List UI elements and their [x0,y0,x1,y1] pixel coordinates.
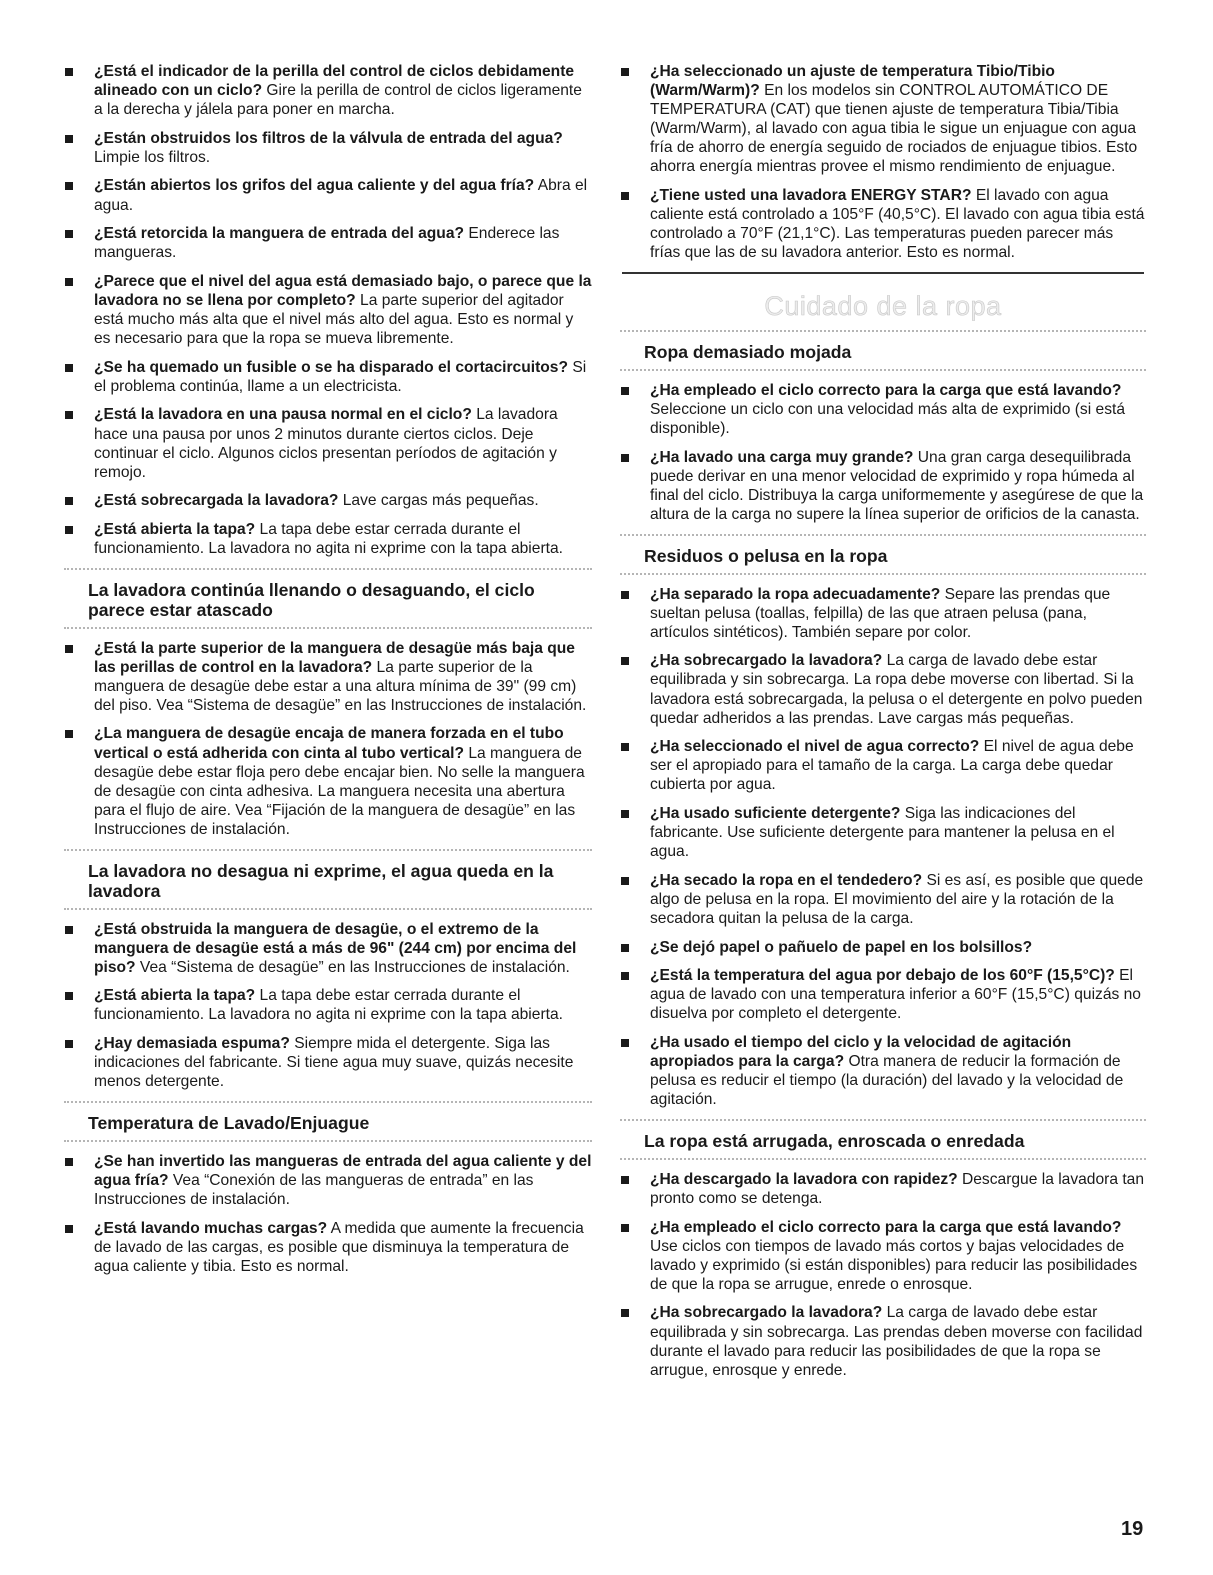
item-question: ¿Ha secado la ropa en el tendedero? [650,871,923,889]
square-bullet-icon [65,645,73,653]
troubleshooting-item [64,1034,592,1091]
item-question: ¿Ha lavado una carga muy grande? [650,448,914,466]
section-header [64,1101,592,1142]
item-answer: La parte superior del agitador está mucho más alta que el nivel más alto del agua. Esto es normal y es necesario para que la ropa se mueva libremente. [94,291,574,348]
item-answer: Lave cargas más pequeñas. [338,492,539,510]
troubleshooting-item [64,358,592,396]
troubleshooting-item [620,871,1146,928]
square-bullet-icon [621,387,629,395]
section-header [620,534,1146,575]
item-answer: Gire la perilla de control de ciclos ligeramente a la derecha y jálela para poner en marcha. [94,82,582,119]
square-bullet-icon [65,730,73,738]
troubleshooting-item [64,491,592,510]
troubleshooting-item [64,129,592,167]
item-question: ¿Está sobrecargada la lavadora? [94,492,339,510]
item-question: ¿Ha usado suficiente detergente? [650,805,901,823]
square-bullet-icon [65,364,73,372]
square-bullet-icon [621,192,629,200]
item-question: ¿Está lavando muchas cargas? [94,1219,328,1237]
troubleshooting-item [620,1170,1146,1208]
square-bullet-icon [621,944,629,952]
item-answer: La lavadora hace una pausa por unos 2 minutos durante ciertos ciclos. Deje continuar el ciclo. Algunos ciclos presentan períodos de agitación y remojo. [94,406,558,481]
square-bullet-icon [65,1225,73,1233]
item-question: ¿Está el indicador de la perilla del control de ciclos debidamente alineado con un ciclo? [94,63,575,100]
item-question: ¿Se han invertido las mangueras de entrada del agua caliente y del agua fría? [94,1152,592,1189]
troubleshooting-item [620,938,1146,957]
troubleshooting-item [64,520,592,558]
troubleshooting-item [64,724,592,839]
square-bullet-icon [621,810,629,818]
square-bullet-icon [65,1040,73,1048]
item-answer: En los modelos sin CONTROL AUTOMÁTICO DE TEMPERATURA (CAT) que tienen ajuste de temperatura Tibia/Tibia (Warm/Warm), al lavado con agua tibia le sigue un enjuague con agua fría de ahorro de energía seguido de rociados de enjuague tibios. Esto ahorra energía mientras provee el mismo rendimiento de enjuague. [650,82,1138,176]
item-question: ¿Ha usado el tiempo del ciclo y la velocidad de agitación apropiados para la carga? [650,1033,1072,1071]
heading-divider [622,272,1144,274]
item-question: ¿Está la parte superior de la manguera de desagüe más baja que las perillas de control en la lavadora? [94,639,575,676]
square-bullet-icon [621,972,629,980]
item-question: ¿Hay demasiada espuma? [94,1034,290,1052]
section-title: Ropa demasiado mojada [644,341,852,362]
troubleshooting-item [620,381,1146,438]
square-bullet-icon [65,68,73,76]
item-question: ¿Ha empleado el ciclo correcto para la carga que está lavando? [650,1218,1122,1236]
dotted-rule [64,908,592,910]
square-bullet-icon [65,411,73,419]
troubleshooting-item [620,585,1146,642]
item-answer: A medida que aumente la frecuencia de lavado de las cargas, es posible que disminuya la temperatura de agua caliente y tibia. Esto es normal. [94,1219,584,1275]
dotted-rule [64,1140,592,1142]
square-bullet-icon [621,657,629,665]
troubleshooting-item [620,448,1146,524]
dotted-rule [620,1158,1146,1160]
item-answer: Vea “Conexión de las mangueras de entrada” en las Instrucciones de instalación. [94,1171,534,1208]
item-question: ¿Está la temperatura del agua por debajo de los 60°F (15,5°C)? [650,967,1115,985]
right-column [620,62,1146,1389]
square-bullet-icon [65,1158,73,1166]
item-answer: Si el problema continúa, llame a un electricista. [94,358,587,395]
item-answer: Seleccione un ciclo con una velocidad más alta de exprimido (si está disponible). [650,401,1126,438]
item-question: ¿Ha separado la ropa adecuadamente? [650,585,941,603]
item-question: ¿Ha sobrecargado la lavadora? [650,652,883,670]
square-bullet-icon [621,1176,629,1184]
item-answer: La tapa debe estar cerrada durante el funcionamiento. La lavadora no agita ni exprime con la tapa abierta. [94,987,563,1024]
square-bullet-icon [621,1039,629,1047]
dotted-rule [620,369,1146,371]
square-bullet-icon [65,992,73,1000]
item-answer: El agua de lavado con una temperatura inferior a 60°F (15,5°C) quizás no disuelva por completo el detergente. [650,967,1141,1023]
item-question: ¿Están obstruidos los filtros de la válvula de entrada del agua? [94,129,563,147]
item-question: ¿Se ha quemado un fusible o se ha disparado el cortacircuitos? [94,358,568,376]
troubleshooting-item [64,224,592,262]
item-question: ¿Ha seleccionado un ajuste de temperatura Tibio/Tibio (Warm/Warm)? [650,63,1055,100]
item-answer: Una gran carga desequilibrada puede derivar en una menor velocidad de exprimido y ropa húmeda al final del ciclo. Distribuya la carga uniformemente y asegúrese de que la altura de la carga no supere la línea superior de orificios de la canasta. [650,448,1144,523]
square-bullet-icon [621,454,629,462]
square-bullet-icon [621,591,629,599]
square-bullet-icon [621,68,629,76]
square-bullet-icon [65,230,73,238]
troubleshooting-item [620,737,1146,794]
item-question: ¿Está obstruida la manguera de desagüe, o el extremo de la manguera de desagüe está a más de 96" (244 cm) por encima del piso? [94,920,577,976]
section-title: La ropa está arrugada, enroscada o enredada [644,1130,1025,1151]
item-answer: El lavado con agua caliente está controlado a 105°F (40,5°C). El lavado con agua tibia está controlado a 70°F (21,1°C). Las temperaturas pueden parecer más frías que las de su lavadora anterior. Esto es normal. [650,187,1145,262]
square-bullet-icon [65,497,73,505]
item-answer: La parte superior de la manguera de desagüe debe estar a una altura mínima de 39" (99 cm) del piso. Vea “Sistema de desagüe” en las Instrucciones de instalación. [94,658,587,714]
troubleshooting-item [64,272,592,348]
chapter-heading: Cuidado de la ropa [764,290,1002,321]
item-answer: Vea “Sistema de desagüe” en las Instrucciones de instalación. [135,958,570,976]
section-header [64,568,592,629]
troubleshooting-item [620,1303,1146,1379]
square-bullet-icon [65,182,73,190]
troubleshooting-item [64,176,592,214]
troubleshooting-item [64,405,592,481]
item-answer: La carga de lavado debe estar equilibrada y sin sobrecarga. La ropa debe moverse con libertad. Si la lavadora está sobrecargada, la pelusa o el detergente en polvo pueden quedar adheridos a las prendas. Lave cargas más pequeñas. [650,652,1143,727]
item-question: ¿Parece que el nivel del agua está demasiado bajo, o parece que la lavadora no se llena por completo? [94,272,592,309]
troubleshooting-item [620,62,1146,177]
troubleshooting-item [620,804,1146,861]
square-bullet-icon [621,743,629,751]
section-title: La lavadora continúa llenando o desaguando, el ciclo parece estar atascado [88,579,535,620]
troubleshooting-item [620,651,1146,727]
troubleshooting-item [64,1219,592,1276]
page-number: 19 [1121,1518,1144,1540]
troubleshooting-item [620,1033,1146,1109]
item-question: ¿Está la lavadora en una pausa normal en el ciclo? [94,406,472,424]
item-answer: La manguera de desagüe debe estar floja pero debe encajar bien. No selle la manguera de desagüe con cinta adhesiva. La manguera necesita una abertura para el flujo de aire. Vea “Fijación de la manguera de desagüe” en las Instrucciones de instalación. [94,744,585,838]
section-header [64,849,592,910]
item-answer: Use ciclos con tiempos de lavado más cortos y bajas velocidades de lavado y exprimido (si están disponibles) para reducir las posibilidades de que la ropa se arrugue, enrede o enrosque. [650,1237,1138,1293]
item-answer: Si es así, es posible que quede algo de pelusa en la ropa. El movimiento del aire y la rotación de la secadora quitan la pelusa de la carga. [650,871,1144,927]
section-title: Residuos o pelusa en la ropa [644,545,888,566]
item-answer: El nivel de agua debe ser el apropiado para el tamaño de la carga. La carga debe quedar cubierta por agua. [650,738,1134,794]
troubleshooting-item [64,639,592,715]
item-answer: Limpie los filtros. [94,148,211,166]
item-question: ¿Ha sobrecargado la lavadora? [650,1304,883,1322]
item-question: ¿Están abiertos los grifos del agua caliente y del agua fría? [94,177,535,195]
item-question: ¿Ha descargado la lavadora con rapidez? [650,1170,958,1188]
section-title: Temperatura de Lavado/Enjuague [88,1112,370,1133]
section-header [620,330,1146,371]
item-answer: Enderece las mangueras. [94,225,560,262]
item-answer: Siempre mida el detergente. Siga las indicaciones del fabricante. Si tiene agua muy suave, quizás necesite menos detergente. [94,1034,574,1091]
left-column [64,62,592,1285]
square-bullet-icon [65,135,73,143]
item-answer: La carga de lavado debe estar equilibrada y sin sobrecarga. Las prendas deben moverse con facilidad durante el lavado para reducir las posibilidades de que la ropa se arrugue, enrosque y enrede. [650,1304,1143,1379]
item-question: ¿Ha seleccionado el nivel de agua correcto? [650,738,980,756]
item-answer: Otra manera de reducir la formación de pelusa es reducir el tiempo (la duración) del lavado y la velocidad de agitación. [650,1053,1124,1109]
item-question: ¿Está retorcida la manguera de entrada del agua? [94,225,465,243]
troubleshooting-item [620,186,1146,262]
item-question: ¿Está abierta la tapa? [94,987,256,1005]
square-bullet-icon [621,1224,629,1232]
troubleshooting-item [64,986,592,1024]
item-question: ¿Ha empleado el ciclo correcto para la carga que está lavando? [650,381,1122,399]
square-bullet-icon [621,877,629,885]
dotted-rule [64,627,592,629]
troubleshooting-item [64,920,592,977]
item-answer: La tapa debe estar cerrada durante el funcionamiento. La lavadora no agita ni exprime con la tapa abierta. [94,520,563,557]
dotted-rule [620,573,1146,575]
item-answer: Abra el agua. [94,177,588,214]
item-question: ¿La manguera de desagüe encaja de manera forzada en el tubo vertical o está adherida con cinta al tubo vertical? [94,725,564,762]
troubleshooting-item [620,966,1146,1023]
troubleshooting-item [64,62,592,119]
item-answer: Siga las indicaciones del fabricante. Use suficiente detergente para mantener la pelusa en el agua. [650,805,1115,861]
square-bullet-icon [65,926,73,934]
item-answer: Separe las prendas que sueltan pelusa (toallas, felpilla) de las que atraen pelusa (pana, artículos sintéticos). También separe por color. [650,585,1111,641]
item-question: ¿Tiene usted una lavadora ENERGY STAR? [650,187,972,205]
item-answer: Descargue la lavadora tan pronto como se detenga. [650,1170,1145,1207]
item-question: ¿Está abierta la tapa? [94,520,256,538]
square-bullet-icon [65,526,73,534]
section-header [620,1119,1146,1160]
troubleshooting-item [620,1218,1146,1294]
square-bullet-icon [621,1309,629,1317]
item-question: ¿Se dejó papel o pañuelo de papel en los bolsillos? [650,938,1033,956]
section-title: La lavadora no desagua ni exprime, el agua queda en la lavadora [88,860,554,901]
troubleshooting-item [64,1152,592,1209]
square-bullet-icon [65,278,73,286]
